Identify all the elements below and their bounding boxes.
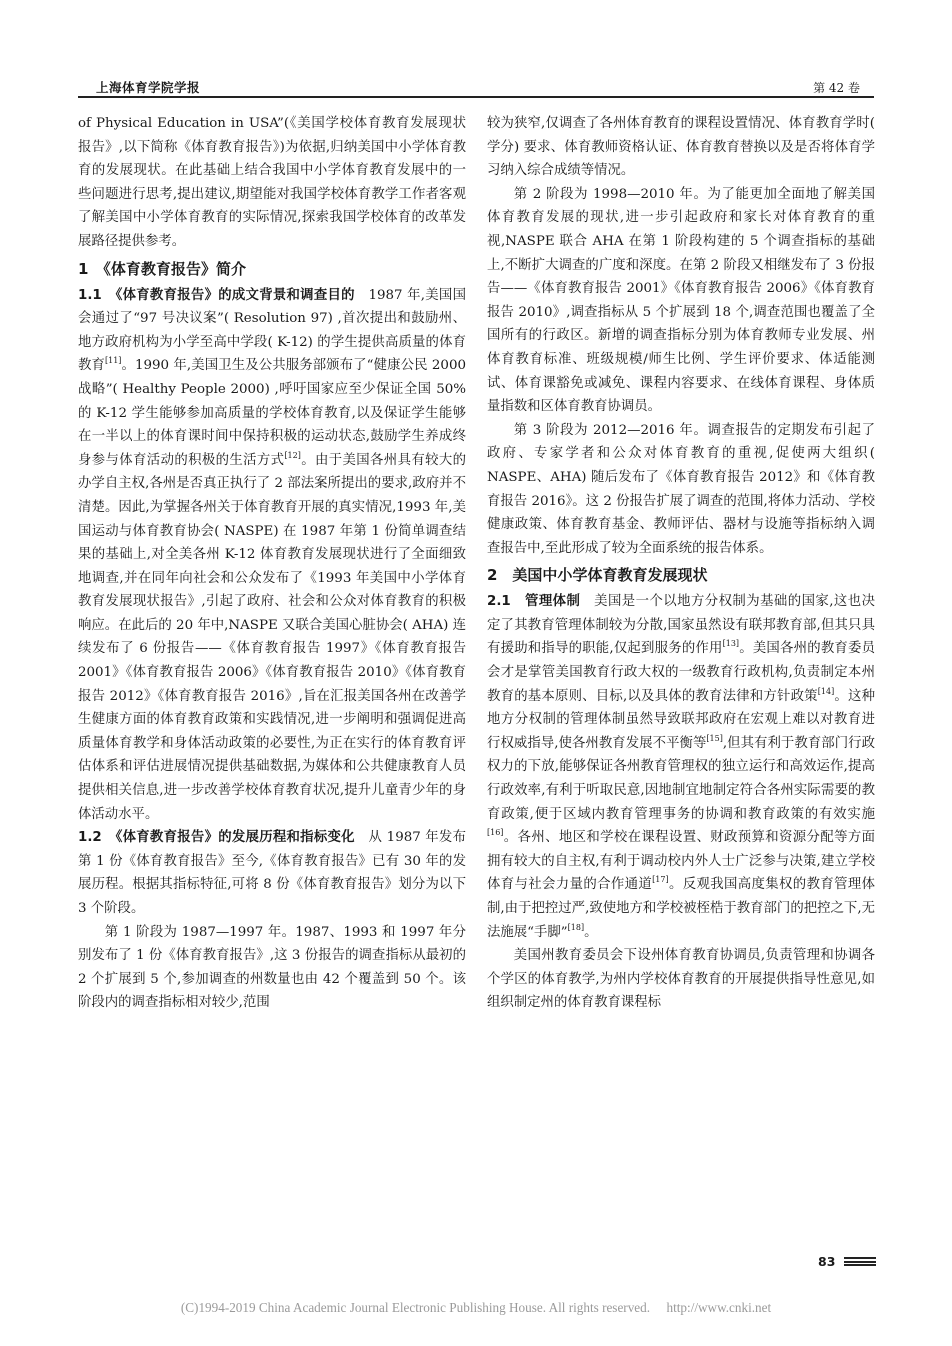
citation: [17]: [652, 875, 669, 885]
paragraph: 第 1 阶段为 1987—1997 年。1987、1993 和 1997 年分别发布了 1 份《体育教育报告》,这 3 份报告的调查指标从最初的 2 个扩展到 5 个,参加调查的州数量也由 42 个覆盖到 50 个。该阶段内的调查指标相对较少,范围: [78, 924, 466, 1011]
section-heading-1: 1 《体育教育报告》简介: [78, 259, 246, 278]
paragraph: 1.1 《体育教育报告》的成文背景和调查目的 1987 年,美国国会通过了“97 号决议案”( Resolution 97) ,首次提出和鼓励州、地方政府机构为小学至高中学段( K-12) 的学生提供高质量的体育教育[11]。1990 年,美国卫生及公共服务部颁布了“健康公民 2000 战略”( Healthy People 2000) ,呼吁国家应至少保证全国 50% 的 K-12 学生能够参加高质量的学校体育教育,以及保证学生能够在一半以上的体育课时间中保持积极的运动状态,鼓励学生养成终身参与体育活动的积极的生活方式[12]。由于美国各州具有较大的办学自主权,各州是否真正执行了 2 部法案所提出的要求,政府并不清楚。因此,为掌握各州关于体育教育开展的真实情况,1993 年,美国运动与体育教育协会( NASPE) 在 1987 年第 1 份简单调查结果的基础上,对全美各州 K-12 体育教育发展现状进行了全面细致地调查,并在同年向社会和公众发布了《1993 年美国中小学体育教育发展现状报告》,引起了政府、社会和公众对体育教育的积极响应。在此后的 20 年中,NASPE 又联合美国心脏协会( AHA) 连续发布了 6 份报告——《体育教育报告 1997》《体育教育报告 2001》《体育教育报告 2006》《体育教育报告 2010》《体育教育报告 2012》《体育教育报告 2016》,旨在汇报美国各州在改善学生健康方面的体育教育政策和实践情况,进一步阐明和强调促进高质量体育教学和身体活动政策的必要性,为正在实行的体育教育评估体系和评估进展情况提供基础数据,为媒体和公共健康教育人员提供相关信息,进一步改善学校体育教育状况,提升儿童青少年的身体活动水平。: [78, 287, 467, 822]
paragraph: 第 2 阶段为 1998—2010 年。为了能更加全面地了解美国体育教育发展的现状,进一步引起政府和家长对体育教育的重视,NASPE 联合 AHA 在第 1 阶段构建的 5 个调查指标的基础上,不断扩大调查的广度和深度。在第 2 阶段又相继发布了 3 份报告——《体育教育报告 2001》《体育教育报告 2006》《体育教育报告 2010》,调查指标从 5 个扩展到 18 个,调查范围也覆盖了全国所有的行政区。新增的调查指标分别为体育教师专业发展、州体育教育标准、班级规模/师生比例、学生评价要求、体适能测试、体育课豁免或减免、课程内容要求、在线体育课程、身体质量指数和区体育教育协调员。: [487, 186, 875, 415]
section-heading-2: 2 美国中小学体育教育发展现状: [487, 566, 708, 585]
citation: [13]: [722, 639, 740, 649]
citation: [14]: [817, 686, 835, 696]
paragraph: 美国州教育委员会下设州体育教育协调员,负责管理和协调各个学区的体育教学,为州内学校体育教育的开展提供指导性意见,如组织制定州的体育教育课程标: [487, 948, 875, 1011]
copyright-footer: (C)1994-2019 China Academic Journal Electronic Publishing House. All rights reserved. http://www.cnki.net: [180, 1300, 772, 1315]
citation: [12]: [284, 450, 301, 460]
subsection-heading-1-2: 1.2 《体育教育报告》的发展历程和指标变化: [78, 830, 355, 846]
citation: [11]: [104, 356, 122, 366]
paragraph: of Physical Education in USA”(《美国学校体育教育发展现状报告》,以下简称《体育教育报告》)为依据,归纳美国中小学体育教育的发展现状。在此基础上结合我国中小学体育教育发展中的一些问题进行思考,提出建议,期望能对我国学校体育教学工作者客观了解美国中小学体育教育的实际情况,探索我国学校体育的改革发展路径提供参考。: [78, 116, 466, 249]
paragraph: 较为狭窄,仅调查了各州体育教育的课程设置情况、体育教育学时( 学分) 要求、体育教师资格认证、体育教育替换以及是否将体育学习纳入综合成绩等情况。: [487, 116, 875, 179]
citation: [15]: [706, 733, 723, 743]
running-header: [78, 76, 874, 98]
right-column: [487, 112, 875, 1015]
left-column: [78, 112, 466, 1015]
subsection-heading-1-1: 1.1 《体育教育报告》的成文背景和调查目的: [78, 287, 355, 303]
page-number-rule: [844, 1257, 876, 1266]
citation: [18]: [567, 922, 585, 932]
paragraph: 2.1 管理体制 美国是一个以地方分权制为基础的国家,这也决定了其教育管理体制较为分散,国家虽然设有联邦教育部,但其只具有援助和指导的职能,仅起到服务的作用[13]。美国各州的教育委员会才是掌管美国教育行政大权的一级教育行政机构,负责制定本州教育的基本原则、目标,以及具体的教育法律和方针政策[14]。这种地方分权制的管理体制虽然导致联邦政府在宏观上难以对教育进行权威指导,使各州教育发展不平衡等[15],但其有利于教育部门行政权力的下放,能够保证各州教育管理权的独立运行和高效运作,提高行政效率,有利于听取民意,因地制宜地制定符合各州实际需要的教育政策,便于区域内教育管理事务的协调和教育政策的有效实施[16]。各州、地区和学校在课程设置、财政预算和资源分配等方面拥有较大的自主权,有利于调动校内外人士广泛参与决策,建立学校体育与社会力量的合作通道[17]。反观我国高度集权的教育管理体制,由于把控过严,致使地方和学校被桎梏于教育部门的把控之下,无法施展“手脚”[18]。: [487, 594, 876, 940]
citation: [16]: [487, 828, 504, 838]
journal-title: 上海体育学院学报: [96, 80, 201, 95]
subsection-heading-2-1: 2.1 管理体制: [487, 594, 581, 610]
page-number: 83: [818, 1254, 836, 1269]
paragraph: 1.2 《体育教育报告》的发展历程和指标变化 从 1987 年发布第 1 份《体育教育报告》至今,《体育教育报告》已有 30 年的发展历程。根据其指标特征,可将 8 份《体育教育报告》划分为以下 3 个阶段。: [78, 830, 466, 916]
paragraph: 第 3 阶段为 2012—2016 年。调查报告的定期发布引起了政府、专家学者和公众对体育教育的重视,促使两大组织( NASPE、AHA) 随后发布了《体育教育报告 2012》和《体育教育报告 2016》。这 2 份报告扩展了调查的范围,将体力活动、学校健康政策、体育教育基金、教师评估、器材与设施等指标纳入调查报告中,至此形成了较为全面系统的报告体系。: [487, 422, 875, 556]
volume-number: 第 42 卷: [813, 81, 860, 95]
